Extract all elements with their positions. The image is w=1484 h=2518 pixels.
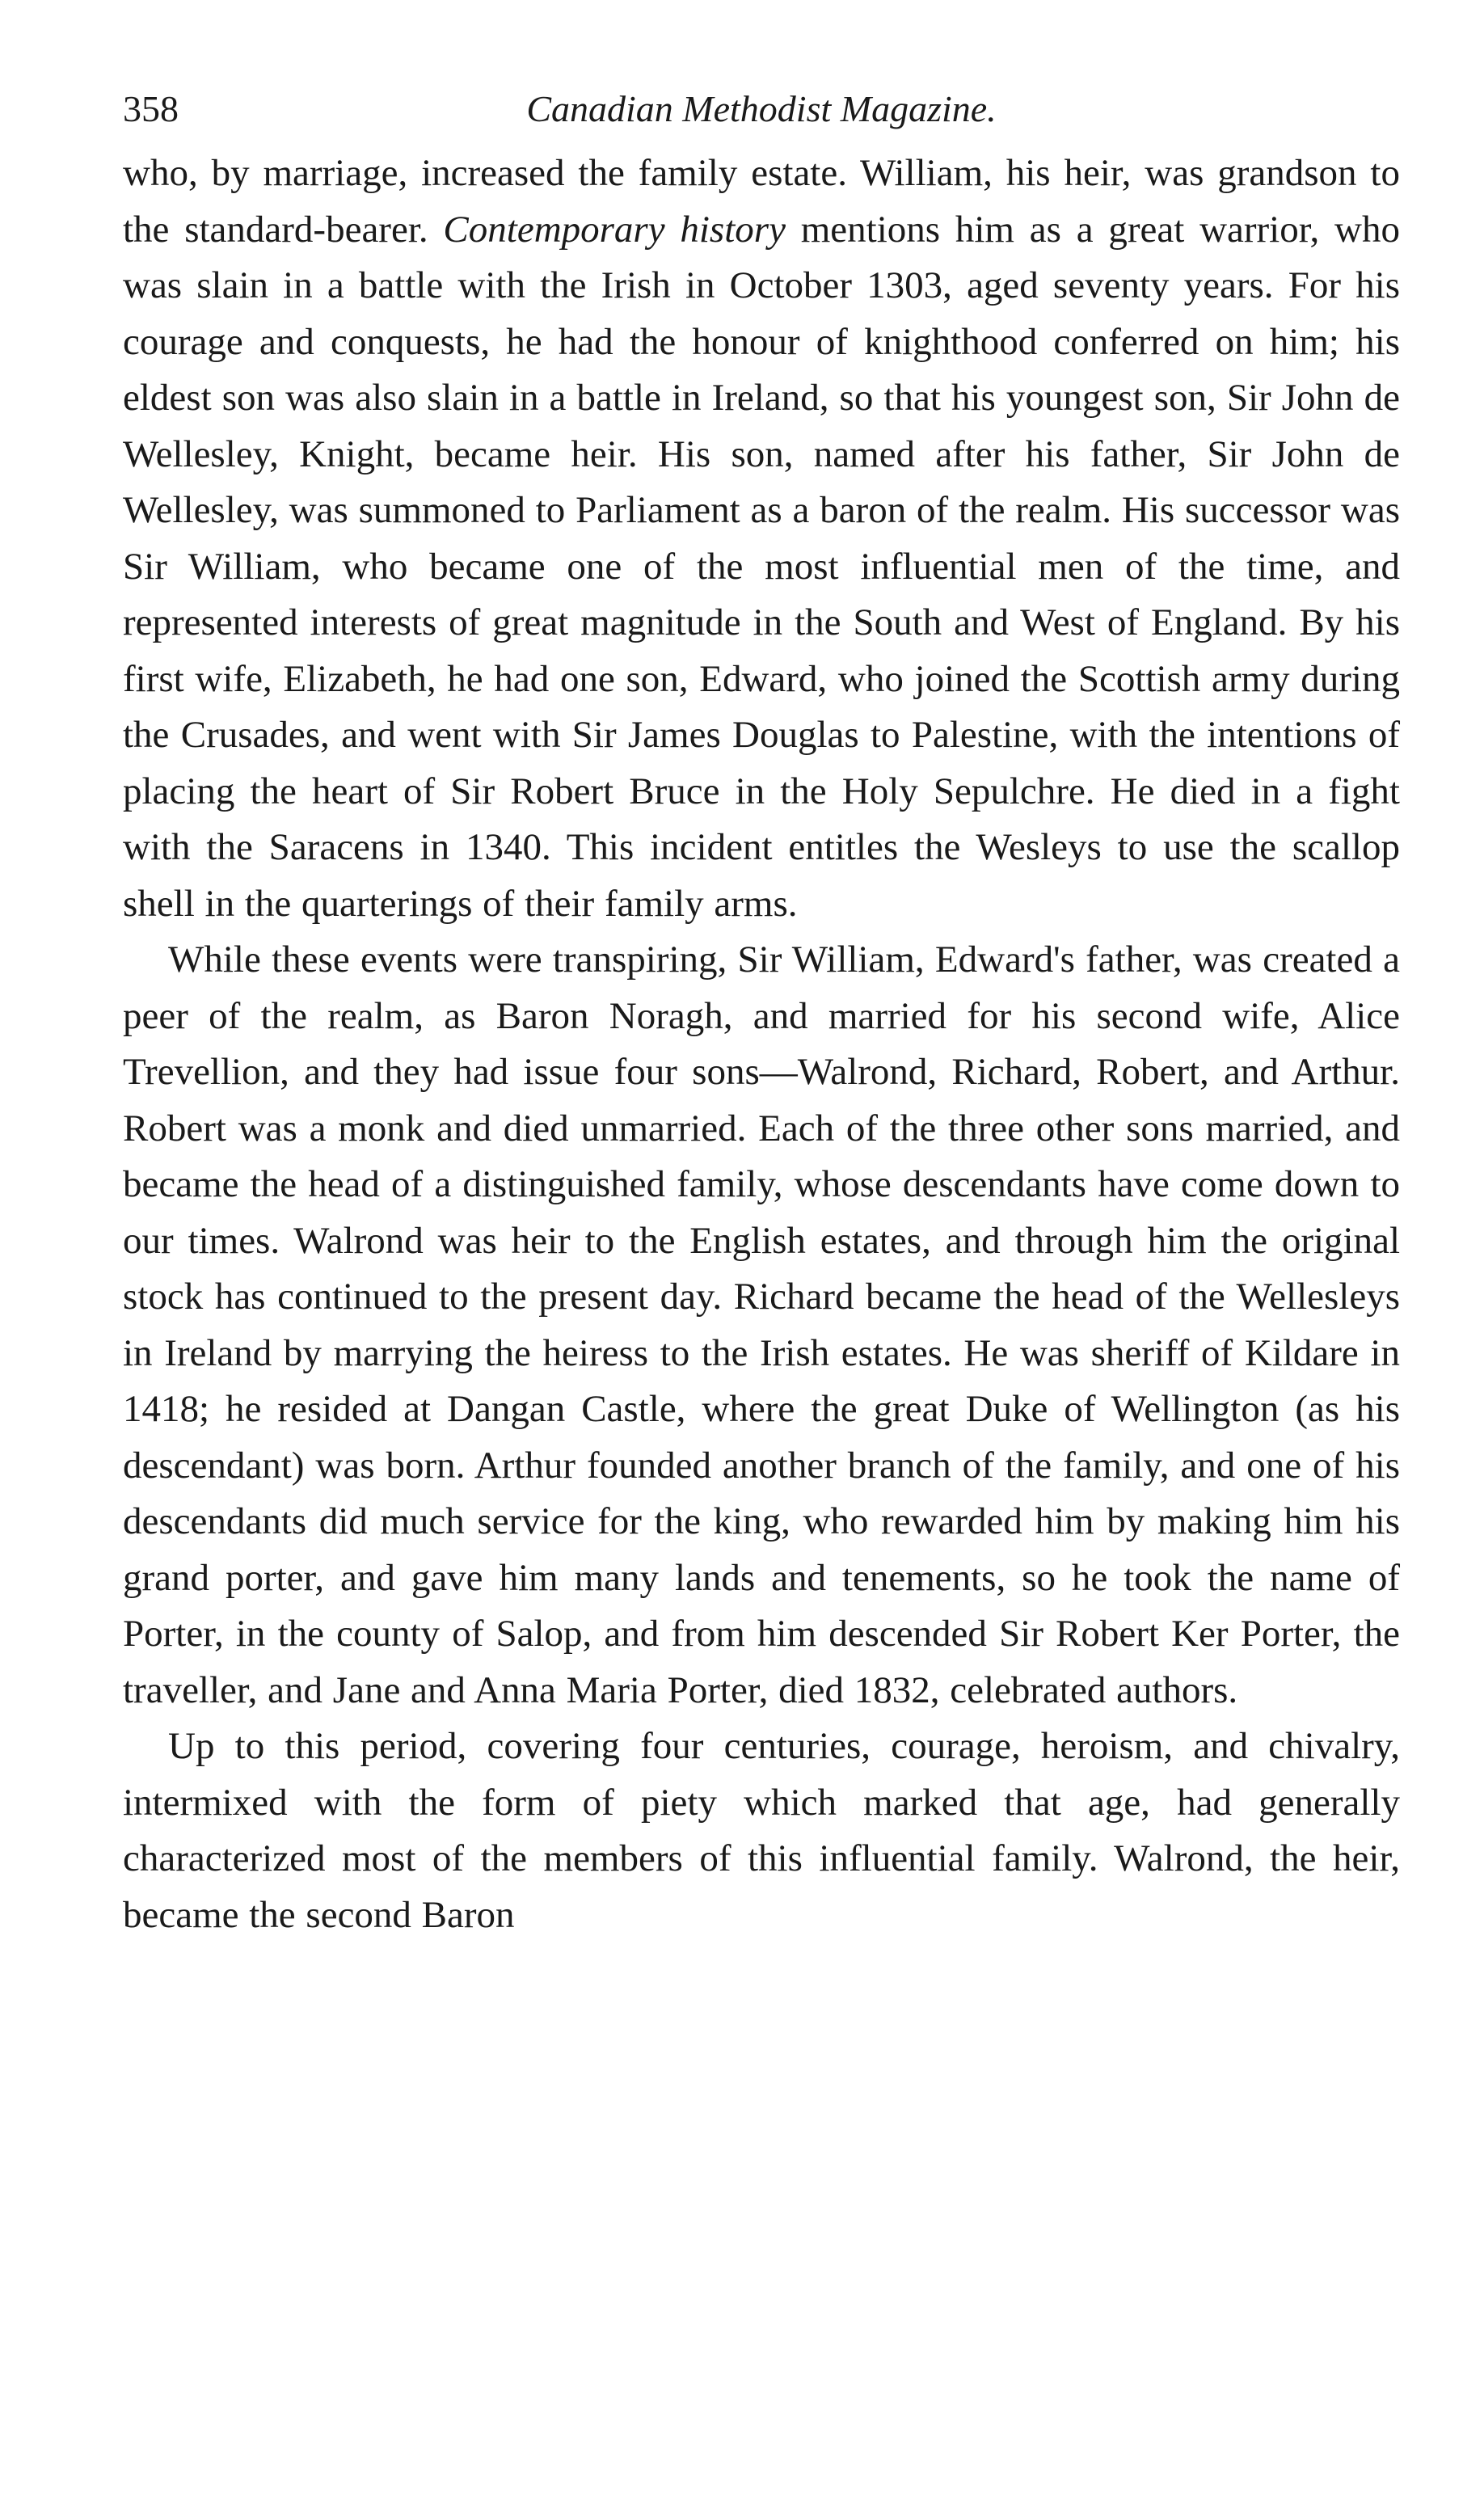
text-run: Up to this period, covering four centuries, courage, heroism, and chivalry, intermixed with the form of piety which marked that age, had generally characterized most of the members of this influential family. Walrond, the heir, became the second Baron <box>123 1725 1400 1936</box>
italic-text-run: Contemporary history <box>443 208 786 251</box>
page-header <box>123 73 1400 146</box>
paragraph <box>123 146 1400 932</box>
body-text <box>123 146 1400 1943</box>
text-run: who, by marriage, increased the family estate. William, his heir, was grandson to the standard-bearer. <box>123 152 1400 251</box>
text-run: While these events were transpiring, Sir William, Edward's father, was created a peer of the realm, as Baron Noragh, and married for his second wife, Alice Trevellion, and they had issue four sons—Walrond, Richard, Robert, and Arthur. Robert was a monk and died unmarried. Each of the three other sons married, and became the head of a distinguished family, whose descendants have come down to our times. Walrond was heir to the English estates, and through him the original stock has continued to the present day. Richard became the head of the Wellesleys in Ireland by marrying the heiress to the Irish estates. He was sheriff of Kildare in 1418; he resided at Dangan Castle, where the great Duke of Wellington (as his descendant) was born. Arthur founded another branch of the family, and one of his descendants did much service for the king, who rewarded him by making him his grand porter, and gave him many lands and tenements, so he took the name of Porter, in the county of Salop, and from him descended Sir Robert Ker Porter, the traveller, and Jane and Anna Maria Porter, died 1832, celebrated authors. <box>123 938 1400 1711</box>
running-title: Canadian Methodist Magazine. <box>526 88 997 129</box>
paragraph <box>123 932 1400 1719</box>
text-run: mentions him as a great warrior, who was slain in a battle with the Irish in October 1303, aged seventy years. For his courage and conquests, he had the honour of knighthood conferred on him; his eldest son was also slain in a battle in Ireland, so that his youngest son, Sir John de Wellesley, Knight, became heir. His son, named after his father, Sir John de Wellesley, was summoned to Parliament as a baron of the realm. His successor was Sir William, who became one of the most influential men of the time, and represented interests of great magnitude in the South and West of England. By his first wife, Elizabeth, he had one son, Edward, who joined the Scottish army during the Crusades, and went with Sir James Douglas to Palestine, with the intentions of placing the heart of Sir Robert Bruce in the Holy Sepulchre. He died in a fight with the Saracens in 1340. This incident entitles the Wesleys to use the scallop shell in the quarterings of their family arms. <box>123 208 1400 925</box>
paragraph <box>123 1719 1400 1943</box>
book-page <box>123 73 1400 1943</box>
page-number: 358 <box>123 88 179 129</box>
